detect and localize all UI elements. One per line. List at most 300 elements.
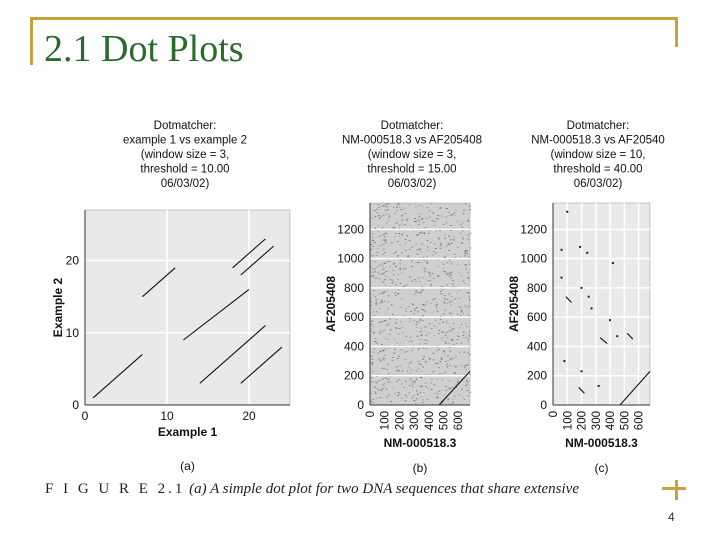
- panel-2-noise-dot: [373, 290, 375, 291]
- panel-2-noise-dot: [469, 205, 471, 206]
- panel-2-noise-dot: [443, 351, 445, 352]
- panel-2-noise-dot: [380, 351, 382, 352]
- panel-2-noise-dot: [387, 302, 389, 303]
- panel-2-noise-dot: [433, 251, 435, 252]
- panel-2-noise-dot: [384, 355, 386, 356]
- panel-2-noise-dot: [382, 254, 384, 255]
- panel-2-noise-dot: [446, 217, 448, 218]
- panel-2-noise-dot: [440, 243, 442, 244]
- panel-2-noise-dot: [406, 219, 408, 220]
- panel-2-noise-dot: [451, 263, 453, 264]
- panel-2-noise-dot: [398, 370, 400, 371]
- panel-2-noise-dot: [410, 380, 412, 381]
- panel-2-noise-dot: [451, 296, 453, 297]
- panel-2-noise-dot: [385, 204, 387, 205]
- panel-2-noise-dot: [423, 257, 425, 258]
- panel-2-noise-dot: [417, 395, 419, 396]
- panel-2-noise-dot: [393, 207, 395, 208]
- panel-2-noise-dot: [463, 210, 465, 211]
- panel-2-noise-dot: [416, 250, 418, 251]
- panel-2-noise-dot: [374, 210, 376, 211]
- panel-2-noise-dot: [425, 227, 427, 228]
- panel-2-noise-dot: [385, 387, 387, 388]
- panel-2-noise-dot: [380, 397, 382, 398]
- panel-2-noise-dot: [377, 389, 379, 390]
- panel-2-noise-dot: [463, 213, 465, 214]
- panel-2-noise-dot: [382, 359, 384, 360]
- panel-2-noise-dot: [426, 261, 428, 262]
- panel-2-noise-dot: [449, 351, 451, 352]
- panel-2-noise-dot: [443, 373, 445, 374]
- caption-text: (a) A simple dot plot for two DNA sequences that share extensive: [189, 481, 579, 497]
- panel-2-noise-dot: [462, 223, 464, 224]
- panel-2-noise-dot: [434, 243, 436, 244]
- panel-2-noise-dot: [382, 331, 384, 332]
- panel-2-noise-dot: [418, 348, 420, 349]
- panel-2-x-tick-label: 400: [423, 411, 436, 431]
- panel-2-noise-dot: [390, 329, 392, 330]
- panel-2-noise-dot: [402, 215, 404, 216]
- panel-2-noise-dot: [453, 328, 455, 329]
- panel-2-noise-dot: [376, 302, 378, 303]
- panel-2-noise-dot: [460, 307, 462, 308]
- panel-2-noise-dot: [387, 209, 389, 210]
- panel-2-noise-dot: [421, 364, 423, 365]
- panel-2-noise-dot: [406, 220, 408, 221]
- panel-2-noise-dot: [381, 269, 383, 270]
- panel-2-noise-dot: [440, 248, 442, 249]
- panel-2-noise-dot: [422, 359, 424, 360]
- panel-2-noise-dot: [384, 279, 386, 280]
- panel-2-noise-dot: [467, 292, 469, 293]
- panel-2-noise-dot: [397, 241, 399, 242]
- panel-2-noise-dot: [398, 392, 400, 393]
- panel-2-noise-dot: [414, 294, 416, 295]
- panel-2-noise-dot: [394, 393, 396, 394]
- panel-2-noise-dot: [409, 341, 411, 342]
- panel-2-noise-dot: [448, 399, 450, 400]
- panel-2-noise-dot: [420, 292, 422, 293]
- panel-2-noise-dot: [398, 334, 400, 335]
- panel-2-title-line: threshold = 15.00: [367, 163, 457, 176]
- panel-2-noise-dot: [443, 314, 445, 315]
- panel-2-noise-dot: [372, 399, 374, 400]
- panel-2-noise-dot: [382, 379, 384, 380]
- panel-2-noise-dot: [450, 304, 452, 305]
- panel-2-noise-dot: [423, 392, 425, 393]
- panel-2-noise-dot: [451, 278, 453, 279]
- panel-2-noise-dot: [377, 231, 379, 232]
- panel-2-noise-dot: [424, 327, 426, 328]
- panel-2-noise-dot: [383, 205, 385, 206]
- panel-2-noise-dot: [447, 331, 449, 332]
- panel-2-noise-dot: [375, 271, 377, 272]
- panel-2-noise-dot: [447, 337, 449, 338]
- panel-2-noise-dot: [452, 280, 454, 281]
- panel-2-noise-dot: [425, 361, 427, 362]
- panel-3-y-tick-label: 1000: [520, 251, 547, 266]
- panel-2-noise-dot: [385, 214, 387, 215]
- panel-2-noise-dot: [409, 318, 411, 319]
- panel-2-noise-dot: [374, 348, 376, 349]
- panel-3-x-tick-label: 0: [548, 411, 560, 418]
- panel-2-noise-dot: [465, 305, 467, 306]
- panel-2-noise-dot: [446, 222, 448, 223]
- panel-2-noise-dot: [429, 273, 431, 274]
- panel-2-noise-dot: [426, 218, 428, 219]
- panel-2-noise-dot: [372, 237, 374, 238]
- panel-2-noise-dot: [420, 339, 422, 340]
- panel-2-noise-dot: [431, 389, 433, 390]
- panel-2-noise-dot: [398, 203, 400, 204]
- panel-2-noise-dot: [383, 240, 385, 241]
- panel-2-noise-dot: [450, 313, 452, 314]
- panel-1-plot-area: [85, 210, 290, 405]
- panel-2-noise-dot: [405, 213, 407, 214]
- panel-2-noise-dot: [442, 289, 444, 290]
- panel-2-noise-dot: [445, 335, 447, 336]
- panel-2-noise-dot: [420, 320, 422, 321]
- panel-2-noise-dot: [417, 292, 419, 293]
- panel-2-noise-dot: [456, 292, 458, 293]
- panel-2-noise-dot: [426, 340, 428, 341]
- panel-2-noise-dot: [386, 262, 388, 263]
- panel-2-noise-dot: [381, 273, 383, 274]
- panel-1-y-tick-label: 0: [72, 398, 79, 412]
- panel-2-noise-dot: [468, 395, 470, 396]
- panel-2-noise-dot: [393, 275, 395, 276]
- panel-2-noise-dot: [418, 216, 420, 217]
- panel-2-noise-dot: [384, 330, 386, 331]
- panel-2-noise-dot: [400, 260, 402, 261]
- panel-3-y-tick-label: 600: [526, 310, 547, 325]
- panel-2-noise-dot: [384, 252, 386, 253]
- panel-2-noise-dot: [442, 322, 444, 323]
- panel-3-y-tick-label: 200: [526, 368, 547, 383]
- panel-2-noise-dot: [419, 262, 421, 263]
- panel-2-noise-dot: [440, 291, 442, 292]
- panel-2-noise-dot: [448, 399, 450, 400]
- panel-2-noise-dot: [421, 334, 423, 335]
- panel-2-title-line: NM-000518.3 vs AF205408: [341, 134, 483, 147]
- panel-2-noise-dot: [445, 332, 447, 333]
- panel-2-noise-dot: [450, 365, 452, 366]
- panel-2-noise-dot: [411, 266, 413, 267]
- panel-2-noise-dot: [457, 339, 459, 340]
- panel-2-noise-dot: [416, 398, 418, 399]
- panel-2-noise-dot: [463, 335, 465, 336]
- panel-2-noise-dot: [445, 343, 447, 344]
- panel-2-noise-dot: [387, 348, 389, 349]
- panel-2-noise-dot: [460, 224, 462, 225]
- panel-2-noise-dot: [389, 279, 391, 280]
- panel-2-noise-dot: [400, 245, 402, 246]
- panel-2-noise-dot: [462, 230, 464, 231]
- panel-2-noise-dot: [427, 399, 429, 400]
- panel-3-match-dot: [586, 252, 588, 254]
- panel-2-noise-dot: [424, 232, 426, 233]
- panel-2-noise-dot: [430, 286, 432, 287]
- panel-2-noise-dot: [446, 245, 448, 246]
- panel-2-noise-dot: [385, 210, 387, 211]
- panel-2-noise-dot: [376, 212, 378, 213]
- panel-2-noise-dot: [387, 291, 389, 292]
- panel-2-noise-dot: [450, 261, 452, 262]
- panel-2-noise-dot: [407, 236, 409, 237]
- panel-2-noise-dot: [370, 328, 372, 329]
- panel-2-noise-dot: [422, 347, 424, 348]
- panel-2-noise-dot: [469, 300, 471, 301]
- panel-2-noise-dot: [456, 343, 458, 344]
- panel-2-noise-dot: [401, 273, 403, 274]
- panel-2-noise-dot: [405, 400, 407, 401]
- panel-2-noise-dot: [378, 381, 380, 382]
- panel-2-noise-dot: [452, 242, 454, 243]
- panel-2-noise-dot: [430, 242, 432, 243]
- panel-2-noise-dot: [399, 207, 401, 208]
- panel-3-title-line: threshold = 40.00: [553, 163, 643, 176]
- panel-2-noise-dot: [462, 242, 464, 243]
- panel-2-noise-dot: [440, 207, 442, 208]
- panel-2-noise-dot: [387, 309, 389, 310]
- panel-2-noise-dot: [405, 268, 407, 269]
- panel-3-title-line: NM-000518.3 vs AF20540: [531, 134, 665, 147]
- panel-2-noise-dot: [409, 277, 411, 278]
- panel-2-noise-dot: [423, 310, 425, 311]
- panel-2-noise-dot: [393, 227, 395, 228]
- panel-2-noise-dot: [446, 321, 448, 322]
- panel-1-y-tick-label: 20: [65, 253, 79, 268]
- panel-2-noise-dot: [419, 281, 421, 282]
- panel-2-noise-dot: [412, 386, 414, 387]
- panel-2-x-tick-label: 600: [453, 411, 466, 431]
- panel-2-noise-dot: [452, 340, 454, 341]
- panel-2-noise-dot: [466, 326, 468, 327]
- panel-2-noise-dot: [422, 289, 424, 290]
- panel-2-noise-dot: [426, 301, 428, 302]
- panel-2-noise-dot: [463, 352, 465, 353]
- panel-2-noise-dot: [447, 366, 449, 367]
- panel-2-noise-dot: [387, 364, 389, 365]
- panel-2-noise-dot: [398, 356, 400, 357]
- panel-2-noise-dot: [384, 291, 386, 292]
- panel-2-noise-dot: [461, 365, 463, 366]
- panel-2-noise-dot: [383, 383, 385, 384]
- panel-2-noise-dot: [445, 234, 447, 235]
- panel-2-noise-dot: [418, 220, 420, 221]
- panel-2-noise-dot: [372, 364, 374, 365]
- panel-2-noise-dot: [394, 213, 396, 214]
- panel-2-noise-dot: [466, 269, 468, 270]
- panel-2-noise-dot: [441, 359, 443, 360]
- panel-2-noise-dot: [422, 290, 424, 291]
- panel-2-noise-dot: [415, 292, 417, 293]
- panel-2-noise-dot: [436, 379, 438, 380]
- panel-2-noise-dot: [440, 319, 442, 320]
- panel-2-noise-dot: [397, 279, 399, 280]
- panel-2-noise-dot: [418, 350, 420, 351]
- panel-2-noise-dot: [448, 215, 450, 216]
- panel-2-noise-dot: [430, 303, 432, 304]
- panel-2-noise-dot: [461, 389, 463, 390]
- panel-2-noise-dot: [434, 335, 436, 336]
- panel-1-title-line: 06/03/02): [160, 178, 210, 190]
- panel-2-noise-dot: [442, 331, 444, 332]
- panel-2-noise-dot: [455, 366, 457, 367]
- panel-2-x-tick-label: 0: [365, 411, 377, 418]
- panel-2-noise-dot: [421, 244, 423, 245]
- panel-2-noise-dot: [441, 286, 443, 287]
- panel-2-noise-dot: [424, 268, 426, 269]
- panel-2-noise-dot: [415, 207, 417, 208]
- panel-2-noise-dot: [435, 231, 437, 232]
- panel-2-noise-dot: [449, 276, 451, 277]
- panel-2-noise-dot: [381, 390, 383, 391]
- panel-2-noise-dot: [389, 318, 391, 319]
- panel-2-noise-dot: [387, 382, 389, 383]
- panel-2-noise-dot: [421, 371, 423, 372]
- panel-2-noise-dot: [431, 312, 433, 313]
- panel-2-noise-dot: [371, 324, 373, 325]
- panel-2-noise-dot: [397, 358, 399, 359]
- panel-2-noise-dot: [437, 218, 439, 219]
- panel-2-y-tick-label: 800: [343, 280, 364, 295]
- panel-2-noise-dot: [420, 392, 422, 393]
- panel-2-noise-dot: [387, 324, 389, 325]
- panel-2-noise-dot: [457, 264, 459, 265]
- panel-2-noise-dot: [383, 368, 385, 369]
- panel-2-noise-dot: [397, 255, 399, 256]
- panel-2-noise-dot: [463, 337, 465, 338]
- panel-2-noise-dot: [398, 233, 400, 234]
- panel-2-noise-dot: [427, 207, 429, 208]
- panel-2-noise-dot: [433, 299, 435, 300]
- panel-2-noise-dot: [467, 235, 469, 236]
- panel-2-noise-dot: [427, 388, 429, 389]
- panel-1-y-axis-label: Example 2: [51, 277, 65, 338]
- panel-2-noise-dot: [418, 224, 420, 225]
- panel-2-noise-dot: [420, 331, 422, 332]
- panel-2-noise-dot: [424, 305, 426, 306]
- panel-2-noise-dot: [437, 311, 439, 312]
- panel-1-title-line: threshold = 10.00: [140, 163, 230, 176]
- panel-2-noise-dot: [466, 369, 468, 370]
- panel-2-noise-dot: [374, 341, 376, 342]
- panel-2-noise-dot: [446, 262, 448, 263]
- panel-2-noise-dot: [402, 333, 404, 334]
- panel-2-noise-dot: [439, 373, 441, 374]
- panel-2-noise-dot: [417, 336, 419, 337]
- panel-2-noise-dot: [388, 220, 390, 221]
- panel-3-x-tick-label: 500: [619, 411, 632, 431]
- panel-2-noise-dot: [460, 315, 462, 316]
- figure-caption: [45, 481, 579, 498]
- panel-2-noise-dot: [432, 212, 434, 213]
- panel-2-noise-dot: [386, 325, 388, 326]
- panel-2-noise-dot: [443, 224, 445, 225]
- panel-2-noise-dot: [437, 260, 439, 261]
- panel-2-noise-dot: [389, 382, 391, 383]
- caption-figure-label: F I G U R E 2.1: [45, 481, 186, 497]
- panel-2-noise-dot: [412, 304, 414, 305]
- panel-2-noise-dot: [445, 372, 447, 373]
- panel-2-noise-dot: [412, 384, 414, 385]
- panel-2-noise-dot: [405, 381, 407, 382]
- panel-2-y-tick-label: 0: [357, 398, 364, 412]
- panel-2-noise-dot: [433, 278, 435, 279]
- panel-2-noise-dot: [375, 261, 377, 262]
- panel-2-noise-dot: [413, 383, 415, 384]
- panel-2-noise-dot: [396, 222, 398, 223]
- panel-2-noise-dot: [466, 385, 468, 386]
- panel-2-noise-dot: [447, 360, 449, 361]
- panel-2-noise-dot: [371, 276, 373, 277]
- panel-3-y-axis-label: AF205408: [507, 275, 521, 333]
- panel-2-noise-dot: [451, 243, 453, 244]
- panel-2-noise-dot: [379, 322, 381, 323]
- panel-2-noise-dot: [443, 268, 445, 269]
- panel-2-noise-dot: [465, 323, 467, 324]
- panel-2-noise-dot: [408, 363, 410, 364]
- panel-2-noise-dot: [388, 295, 390, 296]
- panel-2-noise-dot: [459, 327, 461, 328]
- panel-2-noise-dot: [397, 395, 399, 396]
- panel-1-y-tick-label: 10: [65, 325, 79, 340]
- panel-2-noise-dot: [427, 240, 429, 241]
- panel-2-noise-dot: [400, 209, 402, 210]
- panel-2-noise-dot: [421, 403, 423, 404]
- panel-2-noise-dot: [448, 294, 450, 295]
- panel-2-noise-dot: [414, 381, 416, 382]
- panel-2-noise-dot: [383, 274, 385, 275]
- panel-2-noise-dot: [440, 245, 442, 246]
- panel-2-noise-dot: [428, 333, 430, 334]
- panel-2-noise-dot: [421, 233, 423, 234]
- panel-3-match-dot: [581, 287, 583, 289]
- panel-2-noise-dot: [425, 348, 427, 349]
- panel-2-noise-dot: [382, 385, 384, 386]
- panel-2-noise-dot: [467, 390, 469, 391]
- panel-2-noise-dot: [408, 367, 410, 368]
- panel-2-noise-dot: [442, 380, 444, 381]
- panel-2-noise-dot: [448, 236, 450, 237]
- panel-2-noise-dot: [384, 320, 386, 321]
- panel-2-noise-dot: [429, 210, 431, 211]
- panel-2-noise-dot: [420, 328, 422, 329]
- panel-2-noise-dot: [432, 220, 434, 221]
- panel-2-noise-dot: [379, 293, 381, 294]
- panel-2-noise-dot: [469, 209, 471, 210]
- panel-2-noise-dot: [462, 237, 464, 238]
- panel-2-y-tick-label: 1000: [337, 251, 364, 266]
- panel-2-noise-dot: [453, 399, 455, 400]
- panel-2-noise-dot: [424, 340, 426, 341]
- panel-2-noise-dot: [435, 248, 437, 249]
- panel-3-y-tick-label: 0: [540, 398, 547, 412]
- panel-2-noise-dot: [409, 205, 411, 206]
- panel-2-noise-dot: [392, 360, 394, 361]
- panel-2-noise-dot: [440, 208, 442, 209]
- panel-2-noise-dot: [436, 304, 438, 305]
- panel-3-x-tick-label: 100: [562, 411, 575, 431]
- panel-2-noise-dot: [416, 371, 418, 372]
- panel-2-noise-dot: [399, 328, 401, 329]
- panel-2-x-tick-label: 200: [394, 411, 407, 431]
- panel-2-noise-dot: [429, 358, 431, 359]
- panel-2-noise-dot: [417, 311, 419, 312]
- panel-2-noise-dot: [408, 392, 410, 393]
- panel-2-noise-dot: [461, 343, 463, 344]
